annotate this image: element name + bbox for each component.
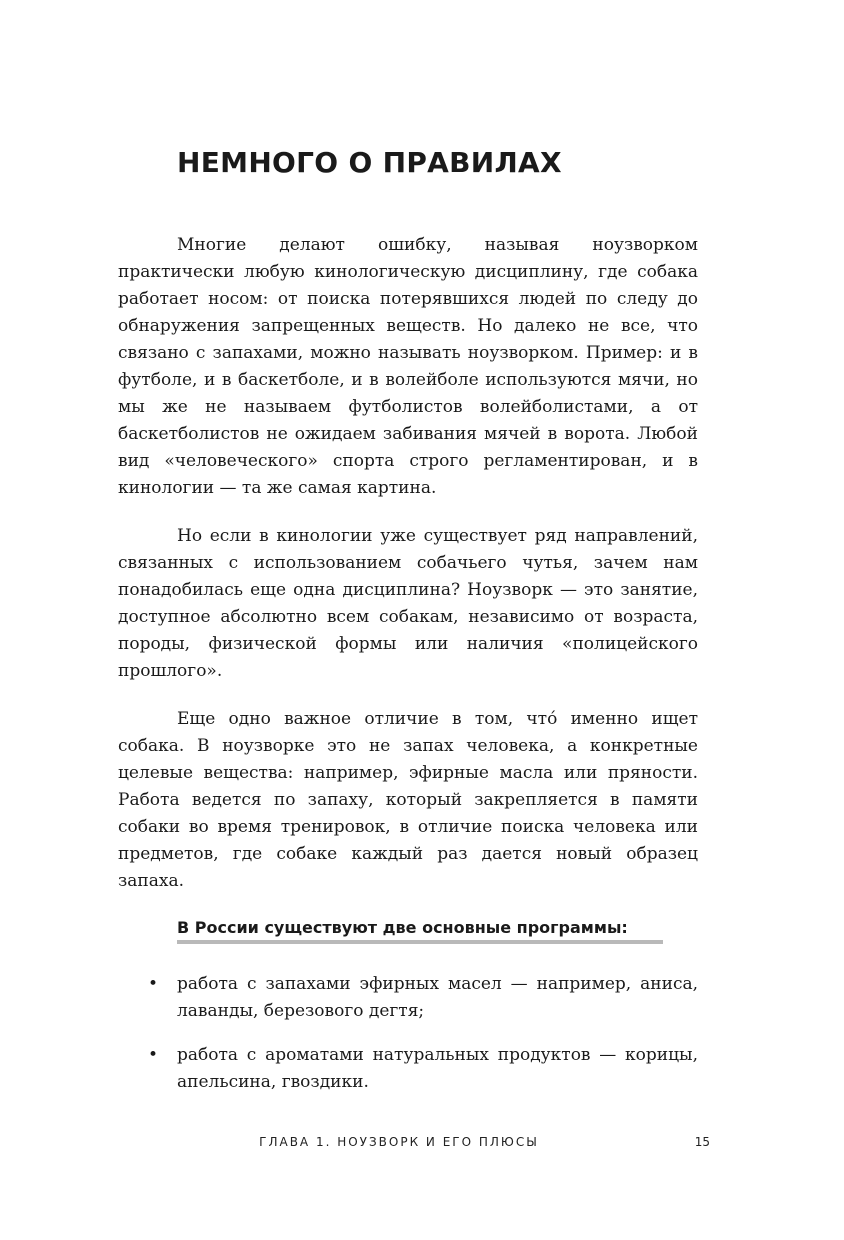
bullet-list-1 bbox=[148, 971, 698, 1025]
page-title: НЕМНОГО О ПРАВИЛАХ bbox=[177, 146, 562, 179]
bullet-list-2 bbox=[148, 1042, 698, 1096]
bullet-icon: • bbox=[148, 1045, 159, 1065]
section-subheading: В России существуют две основные программы: bbox=[177, 918, 628, 937]
paragraph-1: Многие делают ошибку, называя ноузворком практически любую кинологическую дисциплину, где собака работает носом: от поиска потерявшихся людей по следу до обнаружения запрещенных веществ. Но далеко не все, что связано с запахами, можно называть ноузворком. Пример: и в футболе, и в баскетболе, и в волейболе используются мячи, но мы же не называем футболистов волейболистами, а от баскетболистов не ожидаем забивания мячей в ворота. Любой вид «человеческого» спорта строго регламентирован, и в кинологии — та же самая картина. bbox=[118, 235, 698, 498]
bullet-icon: • bbox=[148, 974, 159, 994]
list-item bbox=[148, 1042, 698, 1096]
subheading-underline bbox=[177, 940, 663, 944]
page-number: 15 bbox=[694, 1135, 710, 1149]
paragraph-3: Еще одно важное отличие в том, что́ именно ищет собака. В ноузворке это не запах человека, а конкретные целевые вещества: например, эфирные масла или пряности. Работа ведется по запаху, который закрепляется в памяти собаки во время тренировок, в отличие поиска человека или предметов, где собаке каждый раз дается новый образец запаха. bbox=[118, 709, 698, 891]
list-item bbox=[148, 971, 698, 1025]
list-item-text: работа с ароматами натуральных продуктов — корицы, апельсина, гвоздики. bbox=[177, 1045, 698, 1092]
list-item-text: работа с запахами эфирных масел — например, аниса, лаванды, березового дегтя; bbox=[177, 974, 698, 1021]
running-footer-chapter: ГЛАВА 1. НОУЗВОРК И ЕГО ПЛЮСЫ bbox=[259, 1135, 539, 1149]
paragraph-2: Но если в кинологии уже существует ряд направлений, связанных с использованием собачьего чутья, зачем нам понадобилась еще одна дисциплина? Ноузворк — это занятие, доступное абсолютно всем собакам, независимо от возраста, породы, физической формы или наличия «полицейского прошлого». bbox=[118, 526, 698, 681]
